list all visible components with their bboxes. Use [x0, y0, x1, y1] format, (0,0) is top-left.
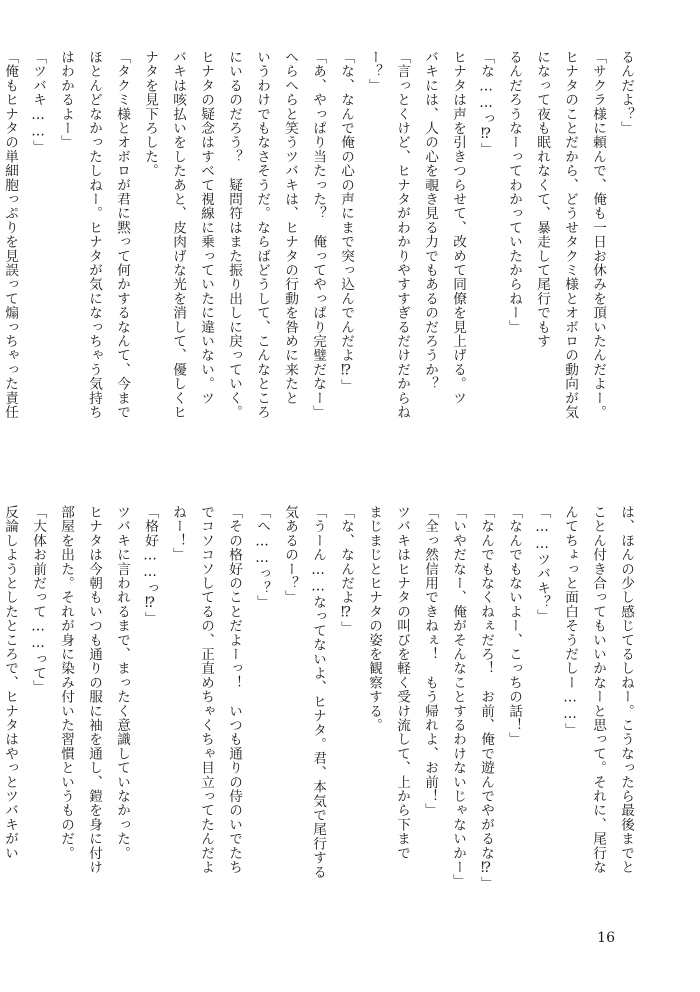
text-line: ナタを見下ろした。 — [142, 50, 158, 178]
text-line: 気あるのー？」 — [282, 505, 298, 605]
text-line: ヒナタの疑念はすべて視線に乗っていたに違いない。ツ — [198, 50, 214, 405]
text-line: はわかるよー」 — [58, 50, 74, 150]
text-line: ヒナタは声を引きつらせて、改めて同僚を見上げる。ツ — [450, 50, 466, 405]
text-column-bottom — [0, 505, 640, 907]
text-line: 「なんでもないよー、こっちの話！」 — [506, 505, 522, 747]
text-line: 「あ、やっぱり当たった？ 俺ってやっぱり完璧だなー」 — [310, 50, 326, 420]
text-line: 「な、なんだよ⁉」 — [338, 505, 354, 636]
text-line: 「なんでもなくねぇだろ！ お前、俺で遊んでやがるな⁉」 — [478, 505, 494, 891]
text-column-top — [0, 50, 640, 452]
text-line: 「へ……っ？」 — [254, 505, 270, 610]
text-line: 「全っ然信用できねぇ！ もう帰れよ、お前！」 — [422, 505, 438, 818]
text-line: 「ツバキ……」 — [30, 50, 46, 155]
text-line: バキは咳払いをしたあと、皮肉げな光を消して、優しくヒ — [170, 50, 186, 420]
text-line: ツバキはヒナタの叫びを軽く受け流して、上から下まで — [394, 505, 410, 860]
text-line: ことん付き合ってもいいかなーと思って。それに、尾行な — [590, 505, 606, 875]
text-line: 「な、なんで俺の心の声にまで突っ込んでんだよ⁉」 — [338, 50, 354, 394]
text-line: 「いやだなー、俺がそんなことするわけないじゃないかー」 — [450, 505, 466, 889]
text-line: んてちょっと面白そうだしー……」 — [562, 505, 578, 737]
text-line: へらへらと笑うツバキは、ヒナタの行動を咎めに来たと — [282, 50, 298, 405]
text-line: ほとんどなかったしねー。ヒナタが気になっちゃう気持ち — [86, 50, 102, 420]
text-line: 「サクラ様に頼んで、俺も一日お休みを頂いたんだよー。 — [590, 50, 606, 420]
text-line: でコソコソしてるの、正直めちゃくちゃ目立ってたんだよ — [198, 505, 214, 875]
text-line: 反論しようとしたところで、ヒナタはやっとツバキがい — [2, 505, 18, 860]
text-line: 「その格好のことだよーっ！ いつも通りの侍のいでたち — [226, 505, 242, 875]
text-line: 「な……っ⁉」 — [478, 50, 494, 157]
text-line: ヒナタのことだから、どうせタクミ様とオボロの動向が気 — [562, 50, 578, 420]
text-line: 「俺もヒナタの単細胞っぷりを見誤って煽っちゃった責任 — [2, 50, 18, 420]
text-line: は、ほんの少し感じてるしねー。こうなったら最後までと — [618, 505, 634, 875]
text-line: いうわけでもなさそうだ。ならばどうして、こんなところ — [254, 50, 270, 420]
page-number: 16 — [597, 930, 615, 946]
text-line: 「……ツバキ？」 — [534, 505, 550, 624]
text-line: 「タクミ様とオボロが君に黙って何かするなんて、今まで — [114, 50, 130, 420]
text-line: まじまじとヒナタの姿を観察する。 — [366, 505, 382, 733]
text-line: るんだろうなーってわかっていたからねー」 — [506, 50, 522, 334]
text-line: るんだよ？」 — [618, 50, 634, 136]
text-line: 部屋を出た。それが身に染み付いた習慣というものだ。 — [58, 505, 74, 860]
text-line: 「言っとくけど、ヒナタがわかりやすすぎるだけだからね — [394, 50, 410, 420]
text-line: ツバキに言われるまで、まったく意識していなかった。 — [114, 505, 130, 860]
text-line: にいるのだろう？ 疑問符はまた振り出しに戻っていく。 — [226, 50, 242, 420]
text-line: ー？」 — [366, 50, 382, 93]
text-line: 「うーん……なってないよ、ヒナタ。君、本気で尾行する — [310, 505, 326, 879]
text-line: 「格好……っ⁉」 — [142, 505, 158, 626]
text-line: ヒナタは今朝もいつも通りの服に袖を通し、鎧を身に付け — [86, 505, 102, 875]
text-line: ねー！」 — [170, 505, 186, 562]
text-line: バキには、人の心を覗き見る力でもあるのだろうか？ — [422, 50, 438, 391]
text-line: 「大体お前だって……って」 — [30, 505, 46, 695]
text-line: になって夜も眠れなくて、暴走して尾行でもす — [534, 50, 550, 349]
